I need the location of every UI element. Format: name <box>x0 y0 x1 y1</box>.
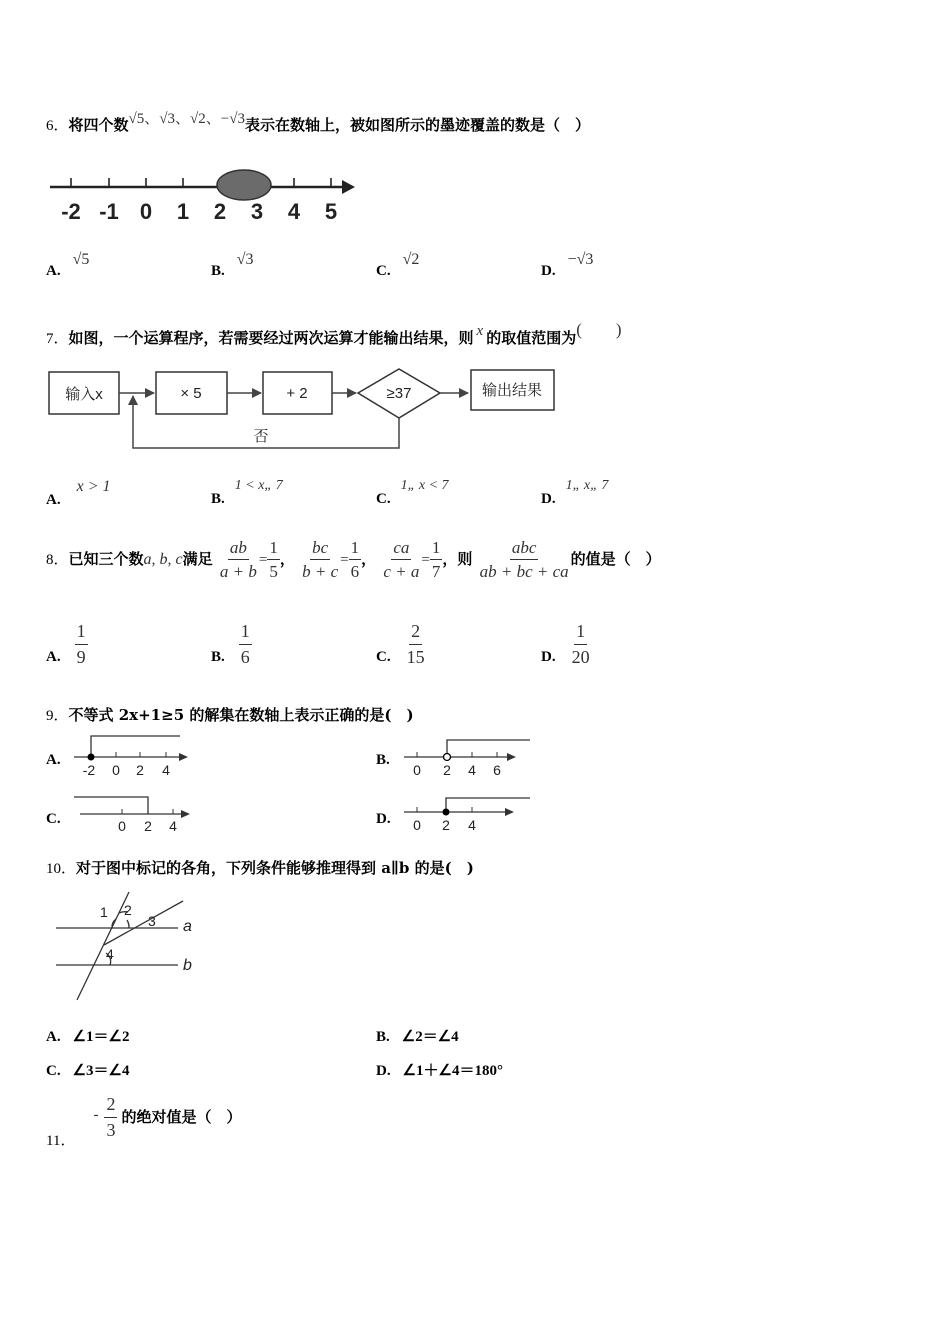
q10-option-b[interactable]: B. ∠2＝∠4 <box>376 1029 459 1045</box>
q9-option-b[interactable]: B. <box>376 752 390 768</box>
flow-add: + 2 <box>286 385 308 402</box>
q6-number-line <box>45 162 365 232</box>
angle-label-3: 3 <box>148 913 156 929</box>
q10-angle-figure <box>50 890 210 1005</box>
tick-label: 4 <box>468 762 476 778</box>
angle-label-1: 1 <box>100 904 108 920</box>
q9-option-d[interactable]: D. <box>376 811 391 827</box>
value-neg-sqrt3: −√3 <box>220 111 245 127</box>
q10-option-c[interactable]: C. ∠3＝∠4 <box>46 1063 130 1079</box>
value-sqrt2: √2 <box>190 111 206 127</box>
q10-option-d[interactable]: D. ∠1＋∠4＝180° <box>376 1063 503 1079</box>
question-8: 8．已知三个数a, b, c满足 $\frac{ab}{a + b}$ = $\frac{1}{5}$ ， $\frac{bc}{b + c}$ = $\frac{1}{6}$ ， $\frac{ca}{c + a}$ = $\frac{1}{7}$ ，则 $\frac{\text{abc}}{ab + bc + ca}$ 的值是（ ） <box>46 538 661 582</box>
value-sqrt3: √3 <box>159 111 176 127</box>
question-number: 7． <box>46 331 69 347</box>
angle-label-4: 4 <box>106 946 114 962</box>
line-label-b: b <box>183 957 192 974</box>
tick-label: 0 <box>413 762 421 778</box>
question-number: 10． <box>46 861 77 877</box>
tick-label: 0 <box>413 817 421 833</box>
tick-label: -1 <box>99 199 119 224</box>
q6-option-d[interactable]: D.−√3 <box>541 251 594 279</box>
tick-label: 4 <box>162 762 170 778</box>
question-text: 不等式 2x+1≥5 的解集在数轴上表示正确的是( ) <box>68 706 414 724</box>
ink-blot <box>217 170 271 200</box>
fraction-bc: $\frac{bc}{b + c}$ <box>302 538 339 582</box>
fraction-ab: $\frac{ab}{a + b}$ <box>219 538 257 582</box>
question-7: 7．如图，一个运算程序，若需要经过两次运算才能输出结果，则 x 的取值范围为( ) <box>46 320 622 347</box>
tick-label: 4 <box>468 817 476 833</box>
q6-option-c[interactable]: C.√2 <box>376 251 420 279</box>
q7-option-d[interactable]: D.1„ x„ 7 <box>541 478 609 507</box>
q9-option-a[interactable]: A. <box>46 752 61 768</box>
q9-option-c[interactable]: C. <box>46 811 61 827</box>
question-number: 9． <box>46 708 69 724</box>
question-text: 如图，一个运算程序，若需要经过两次运算才能输出结果，则 <box>68 329 474 347</box>
flow-output: 输出结果 <box>481 382 543 399</box>
q9-number-line-c <box>72 793 196 835</box>
flow-input: 输入x <box>65 386 103 403</box>
q9-number-line-a <box>72 733 194 781</box>
fraction-two-thirds: $\frac{2}{3}$ <box>106 1094 116 1140</box>
flow-condition: ≥37 <box>386 385 412 402</box>
question-number: 6． <box>46 118 69 134</box>
q7-option-a[interactable]: A.x > 1 <box>46 478 111 508</box>
question-text: 对于图中标记的各角，下列条件能够推理得到 a∥b 的是( ) <box>76 859 474 877</box>
tick-label: 2 <box>213 199 227 224</box>
tick-label: 6 <box>493 762 501 778</box>
q7-flowchart <box>45 362 565 454</box>
tick-label: 0 <box>118 818 126 834</box>
q7-option-c[interactable]: C.1„ x < 7 <box>376 478 449 507</box>
q8-option-d[interactable]: D. $\frac{1}{20}$ <box>541 621 590 667</box>
tick-label: 0 <box>112 762 120 778</box>
tick-label: 2 <box>442 817 450 833</box>
tick-label: 2 <box>144 818 152 834</box>
tick-label: 0 <box>139 199 153 224</box>
tick-label: 2 <box>443 762 451 778</box>
question-6: 6．将四个数√5、√3、√2、−√3表示在数轴上，被如图所示的墨迹覆盖的数是（ ） <box>46 111 590 134</box>
q9-number-line-d <box>402 793 532 835</box>
flow-no-label: 否 <box>253 428 269 445</box>
question-9 <box>46 704 414 725</box>
q8-option-a[interactable]: A. $\frac{1}{9}$ <box>46 621 86 667</box>
q8-option-c[interactable]: C. $\frac{2}{15}$ <box>376 621 425 667</box>
tick-label: 2 <box>136 762 144 778</box>
q9-number-line-b <box>402 733 532 781</box>
q10-option-a[interactable]: A. ∠1＝∠2 <box>46 1029 130 1045</box>
angle-label-2: 2 <box>124 902 132 918</box>
question-text-tail: 表示在数轴上，被如图所示的墨迹覆盖的数是（ ） <box>244 116 590 134</box>
flow-multiply: × 5 <box>180 385 202 402</box>
fraction-ca: $\frac{ca}{c + a}$ <box>383 538 420 582</box>
question-11: 11．- $\frac{2}{3}$ 的绝对值是（ ） <box>46 1094 242 1149</box>
tick-label: 4 <box>169 818 177 834</box>
tick-label: 5 <box>324 199 338 224</box>
question-number: 8． <box>46 551 69 568</box>
q6-option-a[interactable]: A.√5 <box>46 251 90 279</box>
q7-option-b[interactable]: B.1 < x„ 7 <box>211 478 283 507</box>
q8-option-b[interactable]: B. $\frac{1}{6}$ <box>211 621 250 667</box>
question-text: 的绝对值是（ ） <box>121 1108 242 1126</box>
fraction-abc: $\frac{\text{abc}}{ab + bc + ca}$ <box>479 538 569 582</box>
value-sqrt5: √5 <box>128 111 145 127</box>
line-label-a: a <box>183 918 192 935</box>
q6-option-b[interactable]: B.√3 <box>211 251 254 279</box>
tick-label: 1 <box>176 199 190 224</box>
tick-label: -2 <box>82 762 96 778</box>
tick-label: -2 <box>61 199 81 224</box>
question-10 <box>46 857 474 878</box>
question-number: 11． <box>46 1133 76 1149</box>
tick-label: 3 <box>250 199 264 224</box>
question-text: 将四个数 <box>68 116 129 134</box>
tick-label: 4 <box>287 199 301 224</box>
